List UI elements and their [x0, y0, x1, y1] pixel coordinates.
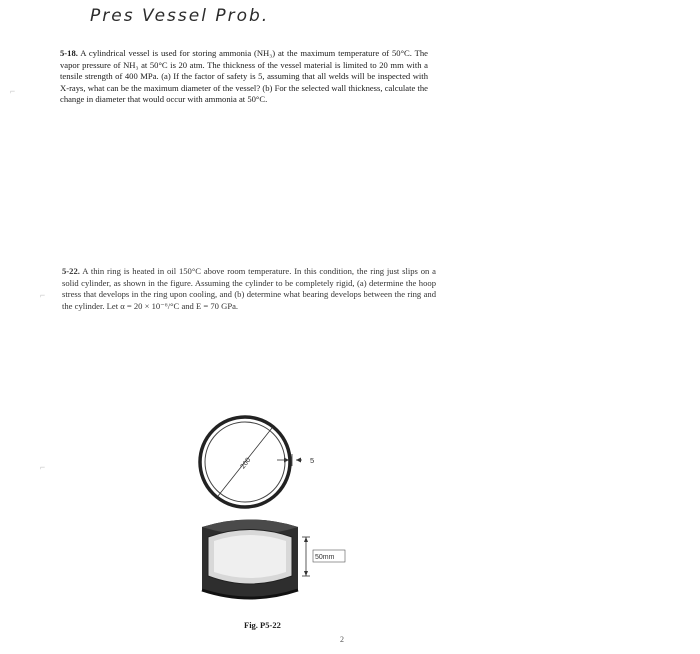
problem-text: A thin ring is heated in oil 150°C above room temperature. In this condition, the ring just slips on a solid cylinder, as shown in the figure. Assuming the cylinder to be completely rigid, (a) determine the hoop stress that develops in the ring upon cooling, and (b) determine what bearing develops between the ring and the cylinder. Let α = 20 × 10⁻⁶/°C and E = 70 GPa. — [62, 266, 436, 311]
problem-number: 5-18. — [60, 48, 78, 58]
handwritten-title: Pres Vessel Prob. — [90, 6, 270, 26]
thickness-label: 5 — [310, 456, 315, 465]
margin-mark: ⌐ — [40, 462, 46, 472]
stray-mark: 2 — [340, 635, 344, 644]
diameter-label: 200 — [239, 456, 253, 471]
problem-text: A cylindrical vessel is used for storing ammonia (NH₃) at the maximum temperature of 50°C. The vapor pressure of NH₃ at 50°C is 20 atm. The thickness of the vessel material is limited to 20 mm with a tensile strength of 400 MPa. (a) If the factor of safety is 5, assuming that all welds will be inspected with X-rays, what can be the maximum diameter of the vessel? (b) For the selected wall thickness, calculate the change in diameter that would occur with ammonia at 50°C. — [60, 48, 428, 104]
height-label: 50mm — [315, 554, 335, 561]
figure-caption: Fig. P5-22 — [244, 620, 281, 630]
cylinder-side-view — [202, 520, 298, 599]
problem-number: 5-22. — [62, 266, 80, 276]
margin-mark: ⌐ — [10, 86, 16, 96]
margin-mark: ⌐ — [40, 290, 46, 300]
